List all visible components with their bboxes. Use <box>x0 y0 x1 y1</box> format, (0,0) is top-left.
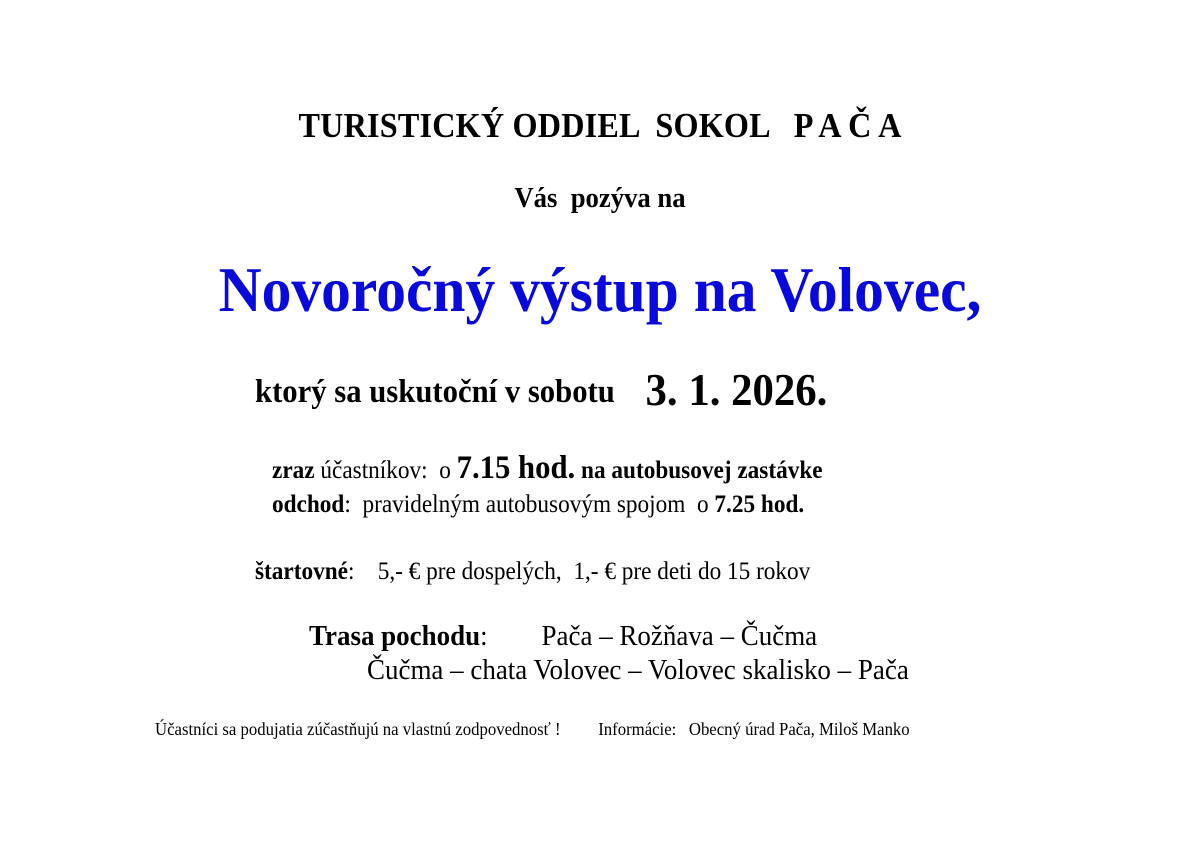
fee-text: : 5,- € pre dospelých, 1,- € pre deti do 15 rokov <box>347 558 811 585</box>
departure-label: odchod <box>272 491 345 518</box>
date-prefix: ktorý sa uskutoční v sobotu <box>255 374 615 410</box>
date-line <box>255 364 828 415</box>
gathering-label: zraz <box>272 457 315 484</box>
info-contact: Obecný úrad Pača, Miloš Manko <box>688 719 910 739</box>
gathering-place: na autobusovej zastávke <box>575 457 823 484</box>
invite-line: Vás pozýva na <box>514 182 686 214</box>
fee-line <box>255 559 810 584</box>
route-part-1: Pača – Rožňava – Čučma <box>541 620 818 652</box>
organizer-title: TURISTICKÝ ODDIEL SOKOL P A Č A <box>298 106 902 145</box>
route-line-2: Čučma – chata Volovec – Volovec skalisko – Pača <box>367 654 909 686</box>
footer-line <box>155 720 910 738</box>
gathering-time: 7.15 hod. <box>456 450 576 486</box>
route-colon: : <box>480 620 488 652</box>
gathering-text: účastníkov: o <box>314 457 457 484</box>
event-headline: Novoročný výstup na Volovec, <box>218 254 982 325</box>
info-label: Informácie: <box>598 719 677 739</box>
departure-line <box>272 492 804 517</box>
event-date: 3. 1. 2026. <box>645 364 828 415</box>
departure-text: : pravidelným autobusovým spojom o <box>344 491 715 518</box>
disclaimer: Účastníci sa podujatia zúčastňujú na vlastnú zodpovednosť ! <box>155 719 561 739</box>
fee-label: štartovné <box>255 558 348 585</box>
departure-time: 7.25 hod. <box>714 491 805 518</box>
gathering-line <box>272 452 823 485</box>
route-label: Trasa pochodu <box>309 620 481 652</box>
route-line-1 <box>309 622 817 651</box>
